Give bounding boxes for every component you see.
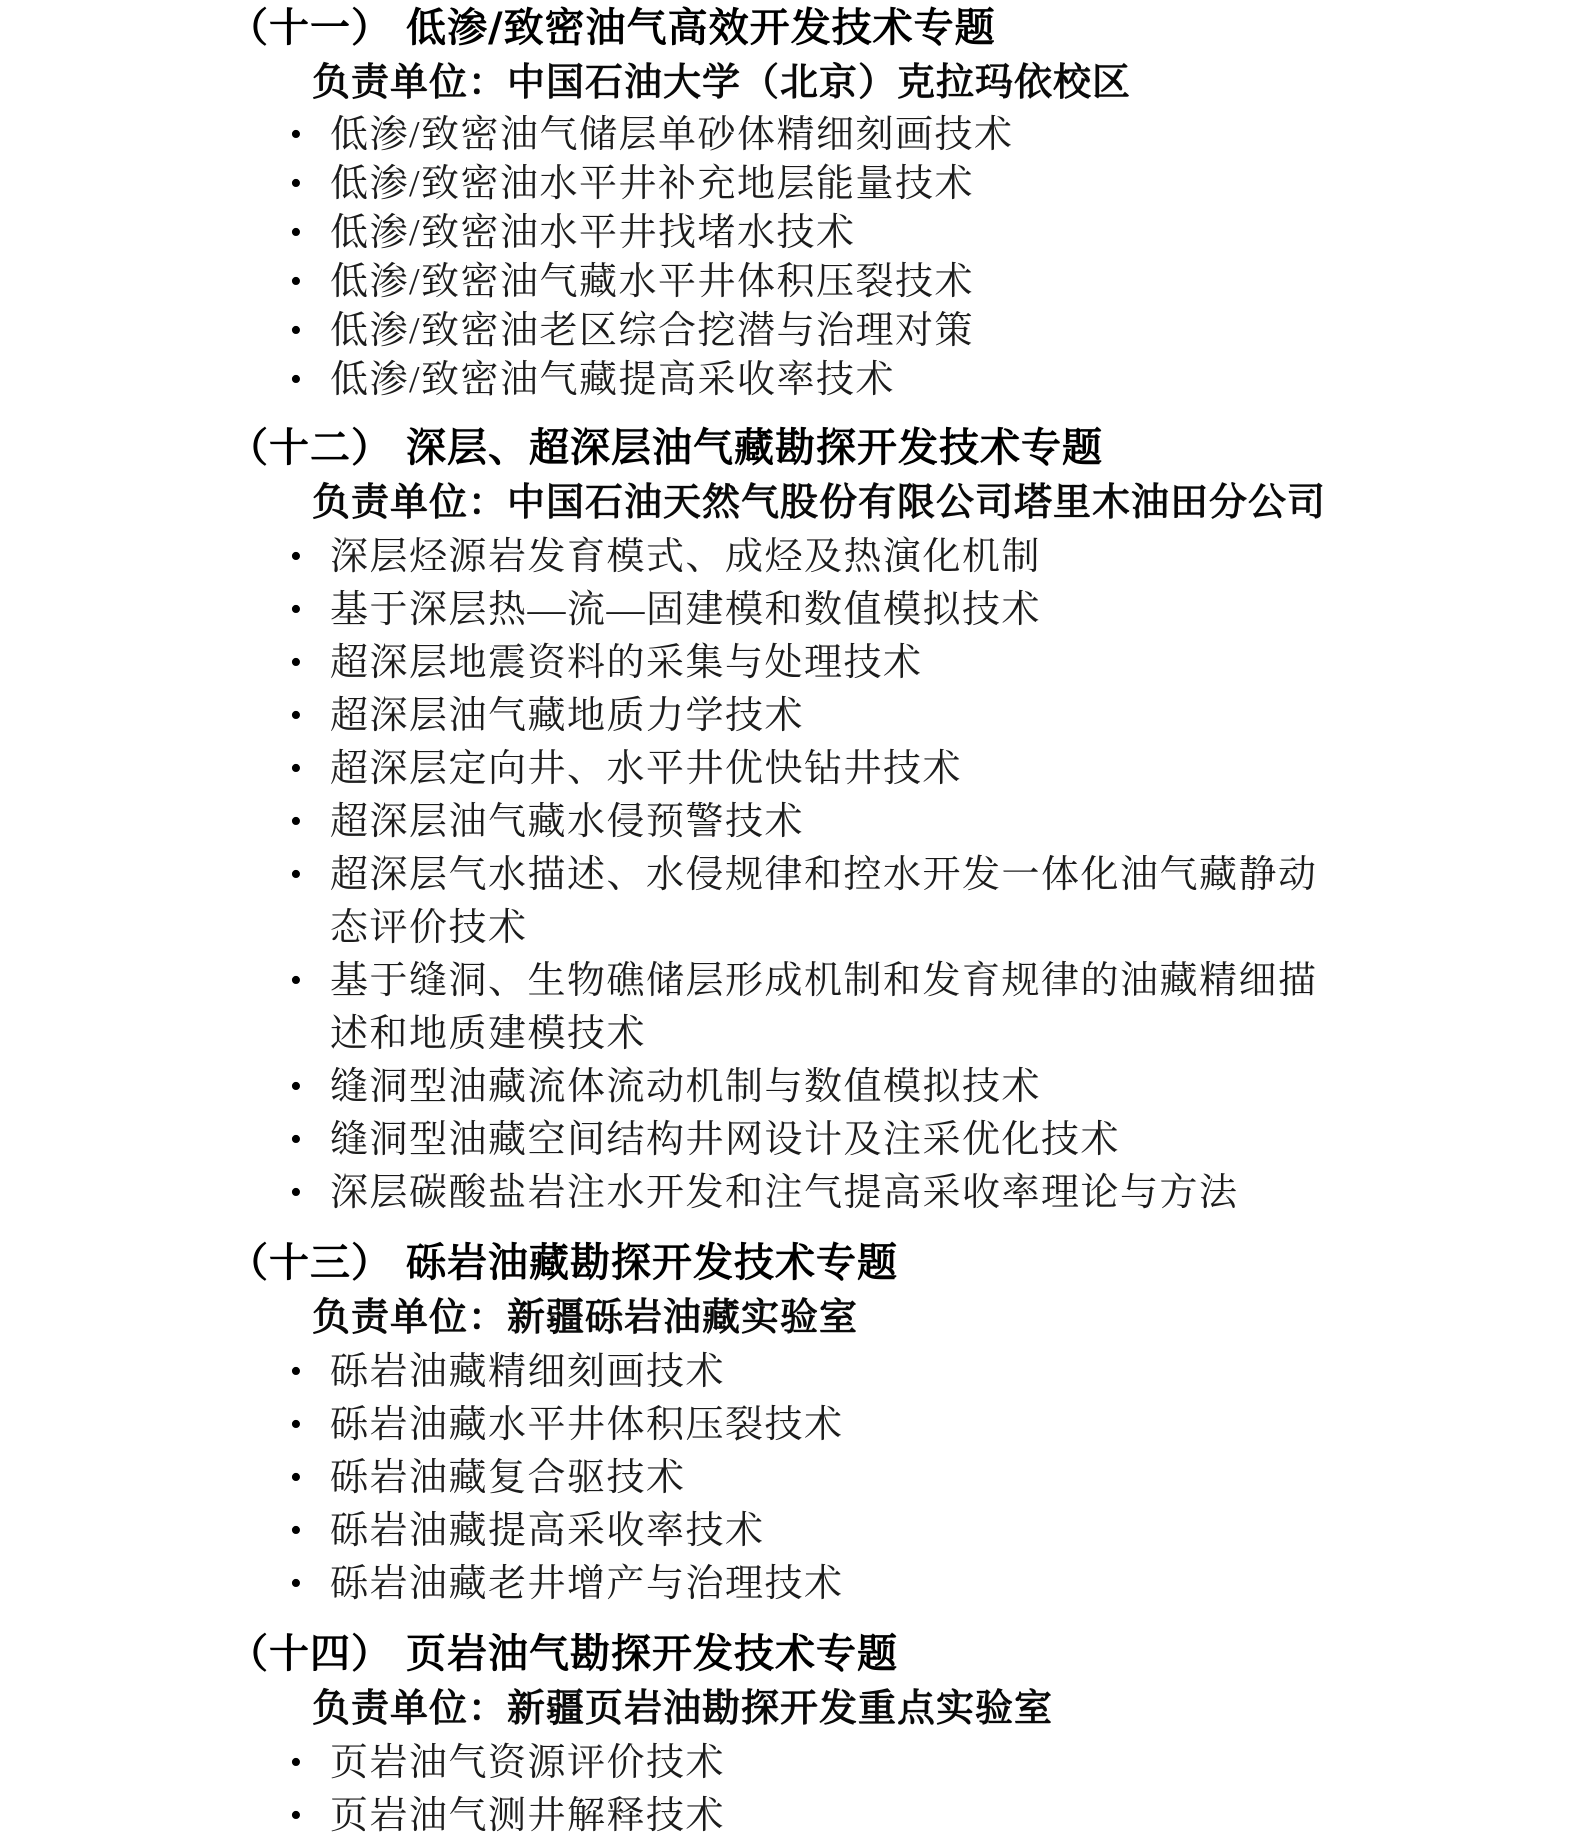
list-item-text: 超深层油气藏水侵预警技术	[330, 801, 805, 843]
list-item	[288, 1505, 1350, 1558]
topic-list	[288, 531, 1350, 1220]
list-item	[288, 1346, 1350, 1399]
bullet-icon: •	[290, 1744, 304, 1781]
responsible-unit-line	[312, 55, 1588, 111]
section-heading	[228, 2, 1588, 55]
list-item-text: 缝洞型油藏空间结构井网设计及注采优化技术	[330, 1119, 1121, 1161]
list-item-text: 低渗/致密油老区综合挖潜与治理对策	[330, 310, 975, 352]
list-item	[288, 258, 1350, 307]
bullet-icon: •	[290, 1353, 304, 1390]
list-item-text: 超深层地震资料的采集与处理技术	[330, 642, 923, 684]
list-item	[288, 1114, 1350, 1167]
section-title: 页岩油气勘探开发技术专题	[406, 1631, 898, 1677]
section-title: 砾岩油藏勘探开发技术专题	[406, 1240, 898, 1286]
list-item-text: 砾岩油藏提高采收率技术	[330, 1510, 765, 1552]
bullet-icon: •	[290, 263, 304, 300]
bullet-icon: •	[290, 1121, 304, 1158]
list-item-text: 基于深层热—流—固建模和数值模拟技术	[330, 589, 1042, 631]
bullet-icon: •	[290, 1459, 304, 1496]
responsible-unit-label: 负责单位：	[312, 1297, 508, 1339]
topic-list	[288, 1346, 1350, 1611]
list-item-text: 砾岩油藏水平井体积压裂技术	[330, 1404, 844, 1446]
responsible-unit-name: 中国石油天然气股份有限公司塔里木油田分公司	[507, 482, 1327, 524]
responsible-unit-name: 中国石油大学（北京）克拉玛依校区	[507, 62, 1132, 104]
bullet-icon: •	[290, 1797, 304, 1834]
bullet-icon: •	[290, 165, 304, 202]
list-item-text: 页岩油气测井解释技术	[330, 1795, 726, 1837]
section-number: （十二）	[228, 425, 392, 471]
bullet-icon: •	[290, 644, 304, 681]
section-title: 低渗/致密油气高效开发技术专题	[406, 5, 996, 51]
section-12	[0, 422, 1588, 1220]
list-item	[288, 531, 1350, 584]
bullet-icon: •	[290, 1565, 304, 1602]
list-item	[288, 1737, 1350, 1790]
bullet-icon: •	[290, 697, 304, 734]
list-item	[288, 1790, 1350, 1843]
list-item-text: 超深层定向井、水平井优快钻井技术	[330, 748, 963, 790]
list-item	[288, 637, 1350, 690]
list-item-text: 深层烃源岩发育模式、成烃及热演化机制	[330, 536, 1042, 578]
section-13	[0, 1237, 1588, 1611]
list-item	[288, 796, 1350, 849]
list-item-text: 超深层油气藏地质力学技术	[330, 695, 805, 737]
list-item-text: 砾岩油藏老井增产与治理技术	[330, 1563, 844, 1605]
bullet-icon: •	[290, 361, 304, 398]
responsible-unit-name: 新疆页岩油勘探开发重点实验室	[507, 1688, 1054, 1730]
bullet-icon: •	[290, 538, 304, 575]
list-item-text: 低渗/致密油气藏水平井体积压裂技术	[330, 261, 975, 303]
section-11	[0, 2, 1588, 405]
section-number: （十四）	[228, 1631, 392, 1677]
responsible-unit-label: 负责单位：	[312, 62, 508, 104]
bullet-icon: •	[290, 1406, 304, 1443]
list-item	[288, 690, 1350, 743]
section-number: （十一）	[228, 5, 392, 51]
responsible-unit-name: 新疆砾岩油藏实验室	[507, 1297, 859, 1339]
list-item-text: 缝洞型油藏流体流动机制与数值模拟技术	[330, 1066, 1042, 1108]
list-item	[288, 584, 1350, 637]
list-item	[288, 743, 1350, 796]
list-item-text: 砾岩油藏精细刻画技术	[330, 1351, 726, 1393]
bullet-icon: •	[290, 856, 304, 893]
bullet-icon: •	[290, 214, 304, 251]
list-item-text: 砾岩油藏复合驱技术	[330, 1457, 686, 1499]
bullet-icon: •	[290, 591, 304, 628]
responsible-unit-label: 负责单位：	[312, 482, 508, 524]
section-title: 深层、超深层油气藏勘探开发技术专题	[406, 425, 1103, 471]
list-item	[288, 307, 1350, 356]
list-item	[288, 1399, 1350, 1452]
responsible-unit-label: 负责单位：	[312, 1688, 508, 1730]
bullet-icon: •	[290, 1174, 304, 1211]
responsible-unit-line	[312, 1681, 1588, 1737]
list-item-text: 低渗/致密油水平井补充地层能量技术	[330, 163, 975, 205]
list-item	[288, 1452, 1350, 1505]
list-item-text: 基于缝洞、生物礁储层形成机制和发育规律的油藏精细描述和地质建模技术	[330, 960, 1318, 1055]
responsible-unit-line	[312, 475, 1588, 531]
bullet-icon: •	[290, 803, 304, 840]
list-item	[288, 849, 1350, 955]
bullet-icon: •	[290, 962, 304, 999]
list-item-text: 低渗/致密油气藏提高采收率技术	[330, 359, 896, 401]
list-item	[288, 111, 1350, 160]
topic-list	[288, 111, 1350, 405]
list-item-text: 低渗/致密油气储层单砂体精细刻画技术	[330, 114, 1014, 156]
section-14	[0, 1628, 1588, 1843]
bullet-icon: •	[290, 1512, 304, 1549]
section-heading	[228, 1237, 1588, 1290]
list-item-text: 超深层气水描述、水侵规律和控水开发一体化油气藏静动态评价技术	[330, 854, 1318, 949]
section-number: （十三）	[228, 1240, 392, 1286]
list-item-text: 页岩油气资源评价技术	[330, 1742, 726, 1784]
topic-list	[288, 1737, 1350, 1843]
section-heading	[228, 1628, 1588, 1681]
list-item	[288, 1167, 1350, 1220]
list-item-text: 低渗/致密油水平井找堵水技术	[330, 212, 856, 254]
list-item-text: 深层碳酸盐岩注水开发和注气提高采收率理论与方法	[330, 1172, 1239, 1214]
section-heading	[228, 422, 1588, 475]
bullet-icon: •	[290, 116, 304, 153]
list-item	[288, 209, 1350, 258]
bullet-icon: •	[290, 1068, 304, 1105]
list-item	[288, 160, 1350, 209]
bullet-icon: •	[290, 750, 304, 787]
list-item	[288, 955, 1350, 1061]
list-item	[288, 1558, 1350, 1611]
list-item	[288, 1061, 1350, 1114]
bullet-icon: •	[290, 312, 304, 349]
responsible-unit-line	[312, 1290, 1588, 1346]
list-item	[288, 356, 1350, 405]
